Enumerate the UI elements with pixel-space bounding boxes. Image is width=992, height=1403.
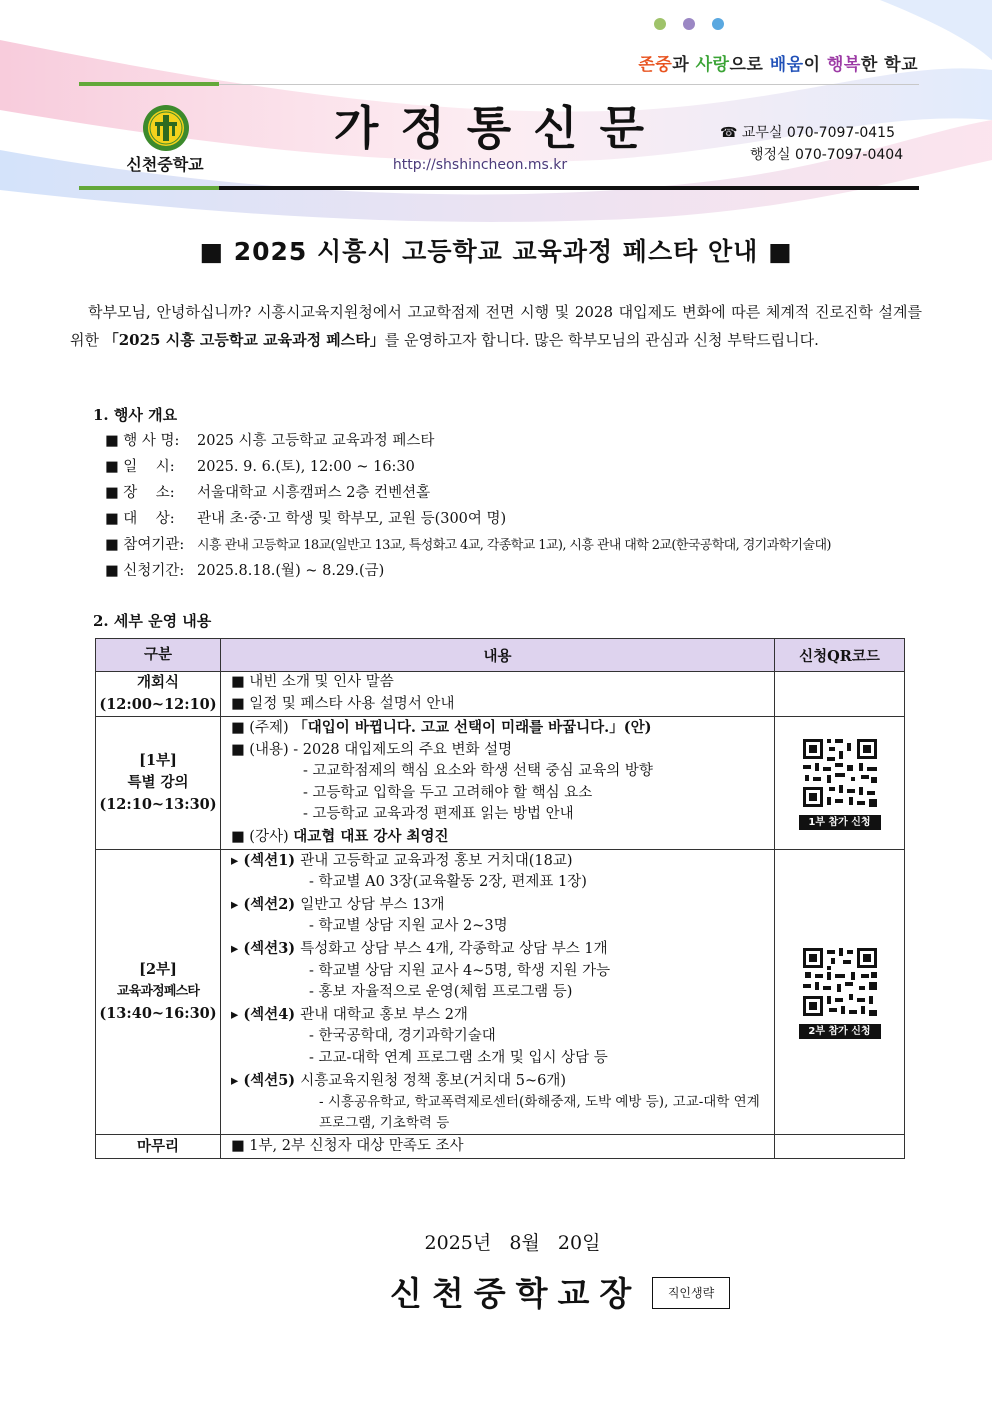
decorative-dots bbox=[654, 18, 724, 30]
list-item: ■ 신청기간: 2025.8.18.(월) ~ 8.29.(금) bbox=[105, 563, 385, 579]
phone-icon: ☎ bbox=[720, 125, 742, 141]
row-qr bbox=[775, 717, 905, 850]
header-content: 내용 bbox=[221, 639, 775, 672]
purple-dot-icon bbox=[683, 18, 695, 30]
school-logo-icon bbox=[142, 104, 190, 152]
row-category: 개회식 (12:00~12:10) bbox=[96, 672, 221, 717]
row-qr bbox=[775, 1135, 905, 1159]
event-overview-list bbox=[105, 428, 925, 584]
program-table bbox=[95, 638, 905, 1159]
header-qr: 신청QR코드 bbox=[775, 639, 905, 672]
table-header-row bbox=[96, 639, 905, 672]
seal-omitted-box: 직인생략 bbox=[652, 1277, 730, 1309]
phone-admin: 행정실 070-7097-0404 bbox=[750, 147, 904, 163]
green-dot-icon bbox=[654, 18, 666, 30]
row-category: [2부] 교육과정페스타 (13:40~16:30) bbox=[96, 849, 221, 1135]
qr-code-part2[interactable] bbox=[799, 944, 881, 1039]
document-date: 2025년 8월 20일 bbox=[424, 1232, 601, 1254]
qr-label: 1부 참가 신청 bbox=[799, 815, 881, 830]
document-title: ■ 2025 시흥시 고등학교 교육과정 페스타 안내 ■ bbox=[199, 237, 793, 266]
table-row bbox=[96, 717, 905, 850]
qr-code-part1[interactable] bbox=[799, 735, 881, 830]
row-category: 마무리 bbox=[96, 1135, 221, 1159]
table-row bbox=[96, 1135, 905, 1159]
blue-dot-icon bbox=[712, 18, 724, 30]
principal-signature: 신천중학교장 bbox=[390, 1274, 642, 1313]
section1-title: 1. 행사 개요 bbox=[93, 406, 178, 424]
row-content: ▸ (섹션1) 관내 고등학교 교육과정 홍보 거치대(18교) - 학교별 A0 3장(교육활동 2장, 편제표 1장) ▸ (섹션2) 일반고 상담 부스 13개 - 학교별 상담 지원 교사 2~3명 ▸ (섹션3) 특성화고 상담 부스 4개, 각종학교 상담 부스 1개 - 학교별 상담 지원 교사 4~5명, 학생 지원 가능 - 홍보 자율적으로 운영(체험 프로그램 등) ▸ (섹션4) 관내 대학교 홍보 부스 2개 - 한국공학대, 경기과학기술대 - 고교-대학 연계 프로그램 소개 및 입시 상담 등 ▸ (섹션5) 시흥교육지원청 정책 홍보(거치대 5~6개) - 시흥공유학교, 학교폭력제로센터(화해중재, 도박 예방 등), 고교-대학 연계 프로그램, 기초학력 등 bbox=[221, 849, 775, 1135]
table-row bbox=[96, 849, 905, 1135]
row-qr bbox=[775, 849, 905, 1135]
school-name: 신천중학교 bbox=[126, 155, 204, 174]
header-top-accent bbox=[79, 82, 219, 86]
list-item: ■ 참여기관: 시흥 관내 고등학교 18교(일반고 13교, 특성화고 4교, 각종학교 1교), 시흥 관내 대학 2교(한국공학대, 경기과학기술대) bbox=[105, 537, 831, 553]
list-item: ■ 대 상: 관내 초·중·고 학생 및 학부모, 교원 등(300여 명) bbox=[105, 511, 507, 527]
qr-code-icon bbox=[799, 735, 881, 811]
page-title: 가정통신문 bbox=[333, 101, 667, 155]
school-slogan: 존중과 사랑으로 배움이 행복한 학교 bbox=[638, 55, 918, 75]
table-row bbox=[96, 672, 905, 717]
list-item: ■ 장 소: 서울대학교 시흥캠퍼스 2층 컨벤션홀 bbox=[105, 485, 431, 501]
website-link[interactable]: http://shshincheon.ms.kr bbox=[392, 157, 568, 173]
header-top-divider bbox=[219, 84, 919, 85]
header-category: 구분 bbox=[96, 639, 221, 672]
row-content: ■ 1부, 2부 신청자 대상 만족도 조사 bbox=[221, 1135, 775, 1159]
row-content: ■ 내빈 소개 및 인사 말씀 ■ 일정 및 페스타 사용 설명서 안내 bbox=[221, 672, 775, 717]
phone-office: ☎ 교무실 070-7097-0415 bbox=[720, 125, 895, 141]
header-bottom-accent bbox=[79, 186, 219, 190]
qr-code-icon bbox=[799, 944, 881, 1020]
row-qr bbox=[775, 672, 905, 717]
row-content: ■ (주제) 「대입이 바뀝니다. 고교 선택이 미래를 바꿉니다.」(안) ■ (내용) - 2028 대입제도의 주요 변화 설명 - 고교학점제의 핵심 요소와 학생 선택 중심 교육의 방향 - 고등학교 입학을 두고 고려해야 할 핵심 요소 - 고등학교 교육과정 편제표 읽는 방법 안내 ■ (강사) 대교협 대표 강사 최영진 bbox=[221, 717, 775, 850]
row-category: [1부] 특별 강의 (12:10~13:30) bbox=[96, 717, 221, 850]
qr-label: 2부 참가 신청 bbox=[799, 1024, 881, 1039]
list-item: ■ 행 사 명: 2025 시흥 고등학교 교육과정 페스타 bbox=[105, 433, 435, 449]
list-item: ■ 일 시: 2025. 9. 6.(토), 12:00 ~ 16:30 bbox=[105, 459, 415, 475]
section2-title: 2. 세부 운영 내용 bbox=[93, 612, 212, 630]
intro-paragraph: 학부모님, 안녕하십니까? 시흥시교육지원청에서 고교학점제 전면 시행 및 2028 대입제도 변화에 따른 체계적 진로진학 설계를 위한 「2025 시흥 고등학교 교육과정 페스타」를 운영하고자 합니다. 많은 학부모님의 관심과 신청 부탁드립니다. bbox=[70, 303, 922, 349]
